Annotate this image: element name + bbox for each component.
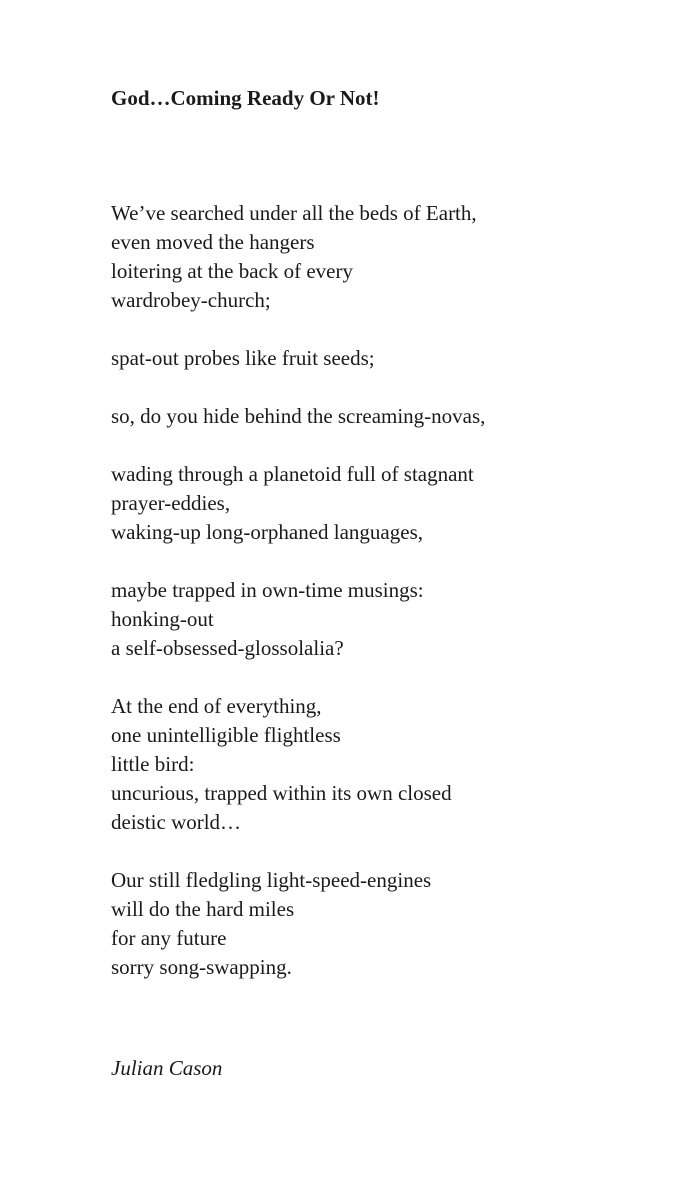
stanza <box>111 460 651 547</box>
poem-line: spat-out probes like fruit seeds; <box>111 346 375 370</box>
poem-line: for any future <box>111 926 227 950</box>
poem-line: so, do you hide behind the screaming-novas, <box>111 404 486 428</box>
author-name: Julian Cason <box>111 1056 223 1080</box>
poem-line: loitering at the back of every <box>111 259 353 283</box>
poem-line: wardrobey-church; <box>111 288 271 312</box>
stanza <box>111 199 651 315</box>
poem-line: prayer-eddies, <box>111 491 231 515</box>
poem-line: uncurious, trapped within its own closed <box>111 781 452 805</box>
poem-line: Our still fledgling light-speed-engines <box>111 868 432 892</box>
stanza <box>111 344 651 373</box>
poem-line: honking-out <box>111 607 214 631</box>
stanza <box>111 866 651 982</box>
poem-line: even moved the hangers <box>111 230 315 254</box>
poem-line: We’ve searched under all the beds of Earth, <box>111 201 477 225</box>
poem-body <box>111 199 651 1011</box>
stanza <box>111 692 651 837</box>
poem-line: little bird: <box>111 752 195 776</box>
stanza <box>111 402 651 431</box>
poem-line: waking-up long-orphaned languages, <box>111 520 423 544</box>
poem-title: God…Coming Ready Or Not! <box>111 86 380 110</box>
poem-line: wading through a planetoid full of stagnant <box>111 462 474 486</box>
poem-line: deistic world… <box>111 810 242 834</box>
poem-line: one unintelligible flightless <box>111 723 341 747</box>
poem-line: sorry song-swapping. <box>111 955 292 979</box>
poem-line: At the end of everything, <box>111 694 322 718</box>
poem-line: maybe trapped in own-time musings: <box>111 578 424 602</box>
poem-line: a self-obsessed-glossolalia? <box>111 636 344 660</box>
poem-line: will do the hard miles <box>111 897 295 921</box>
stanza <box>111 576 651 663</box>
